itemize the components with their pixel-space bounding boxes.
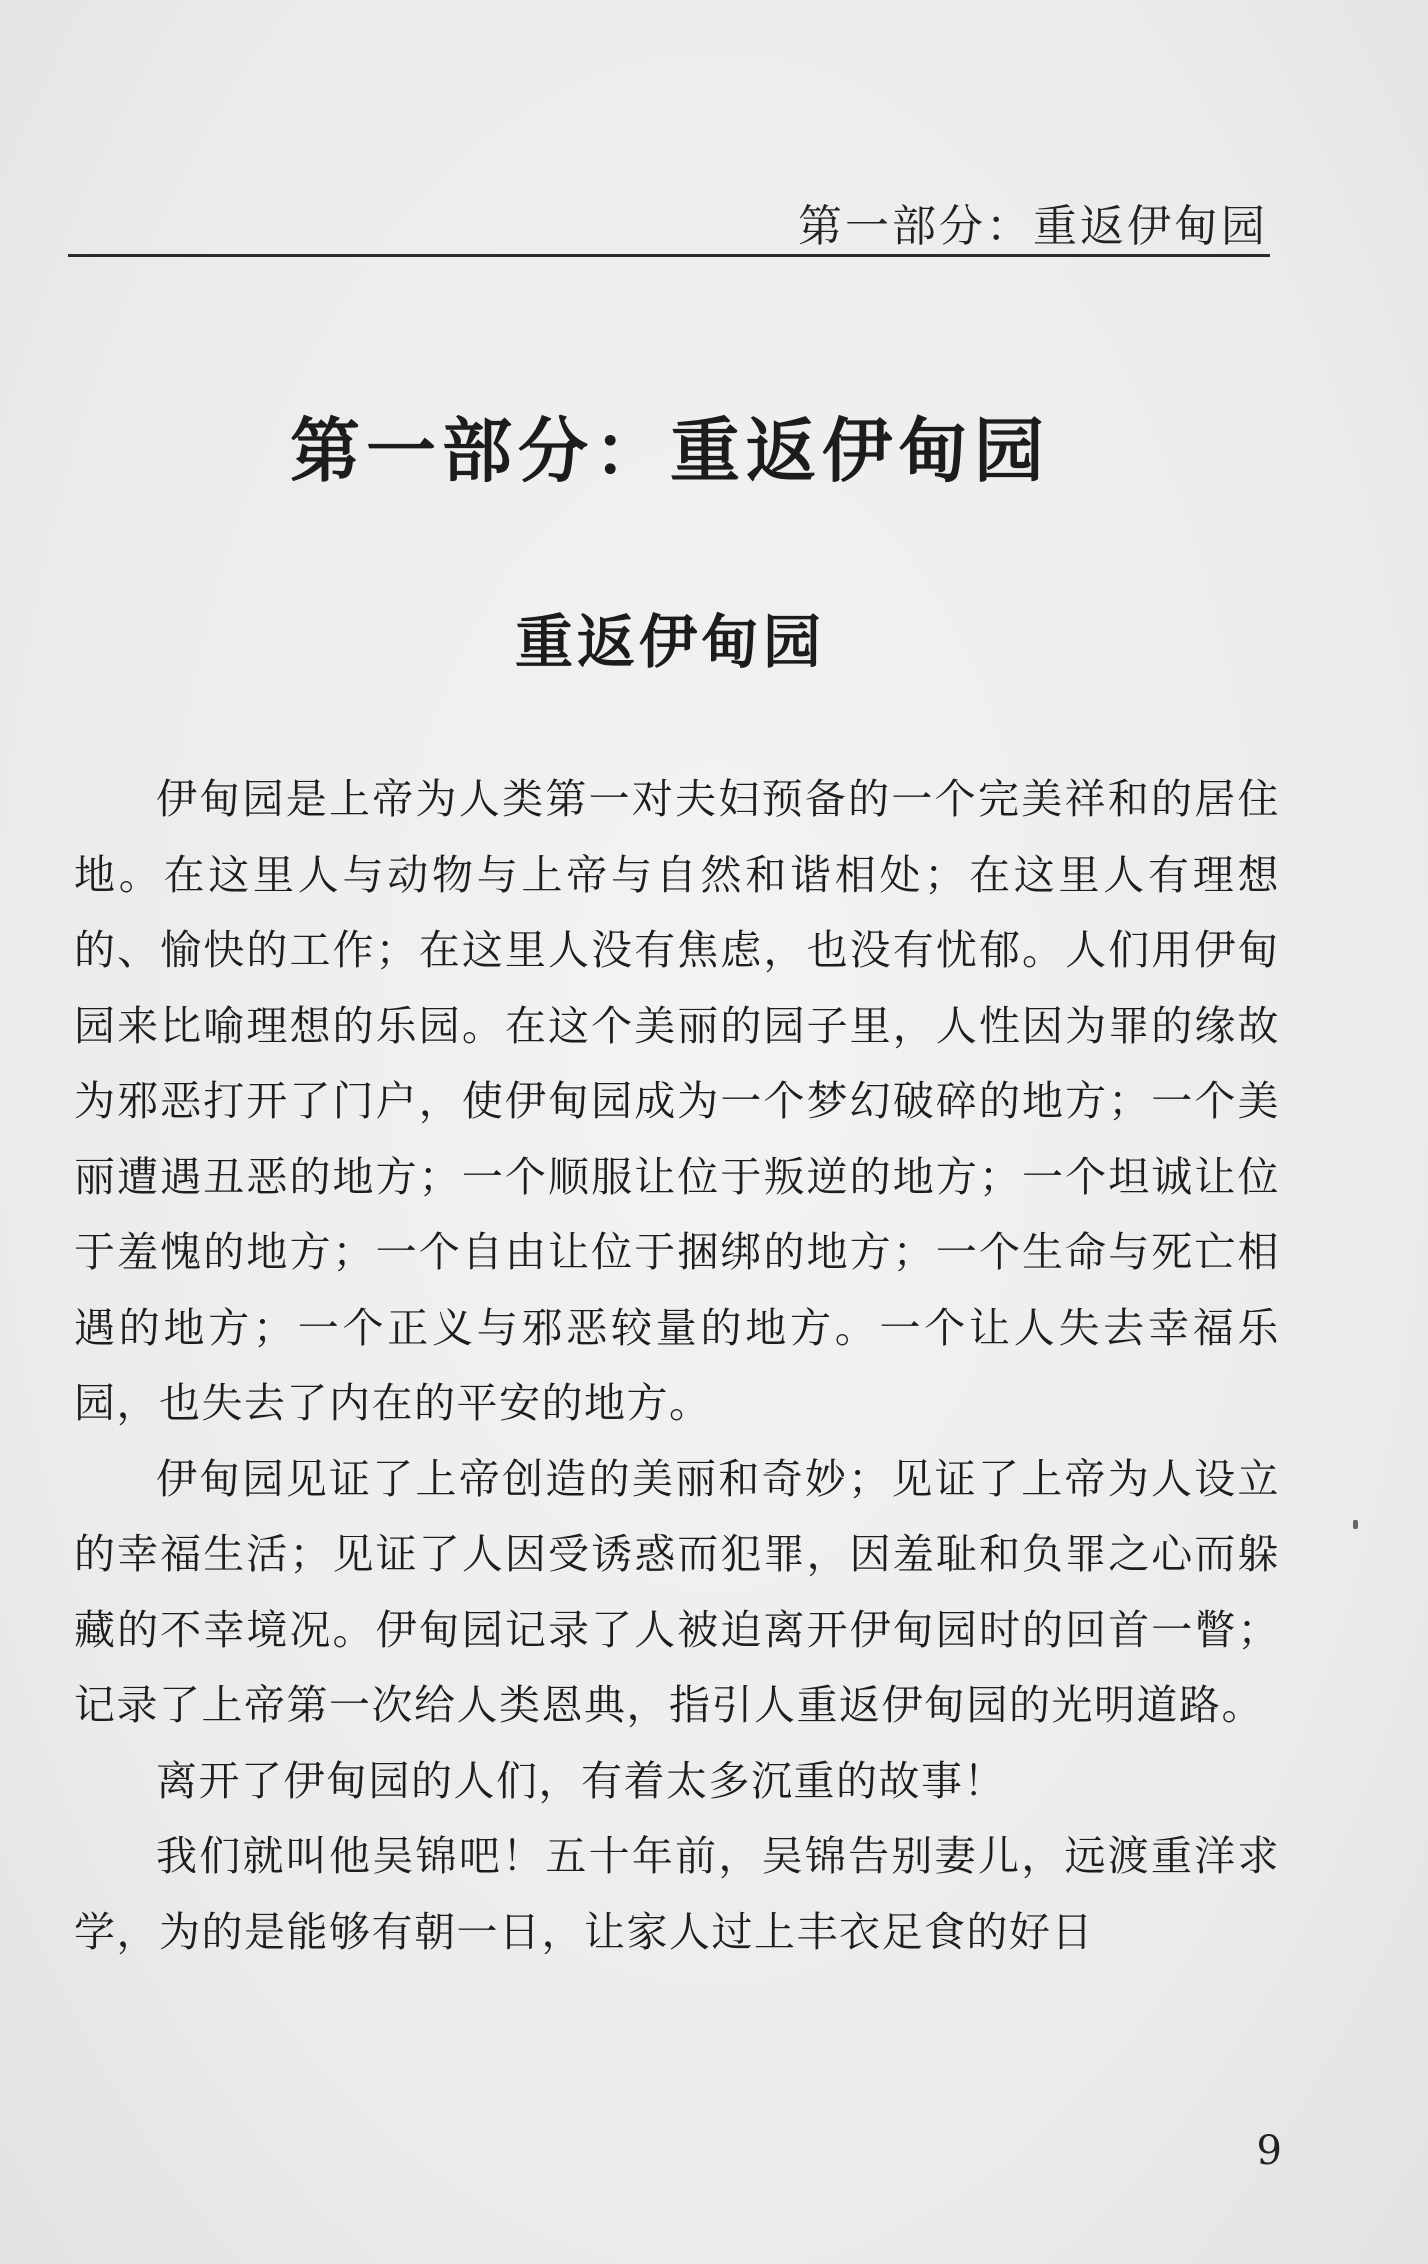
paragraph: 我们就叫他吴锦吧！五十年前，吴锦告别妻儿，远渡重洋求学，为的是能够有朝一日，让家人过上丰衣足食的好日 xyxy=(74,1832,1280,1956)
paragraph: 伊甸园见证了上帝创造的美丽和奇妙；见证了上帝为人设立的幸福生活；见证了人因受诱惑而犯罪，因羞耻和负罪之心而躲藏的不幸境况。伊甸园记录了人被迫离开伊甸园时的回首一瞥；记录了上帝第一次给人类恩典，指引人重返伊甸园的光明道路。 xyxy=(74,1454,1280,1729)
chapter-title: 重返伊甸园 xyxy=(514,608,825,676)
scan-speck xyxy=(1353,1520,1358,1529)
body-text xyxy=(74,762,1280,1970)
paragraph: 伊甸园是上帝为人类第一对夫妇预备的一个完美祥和的居住地。在这里人与动物与上帝与自然和谐相处；在这里人有理想的、愉快的工作；在这里人没有焦虑，也没有忧郁。人们用伊甸园来比喻理想的乐园。在这个美丽的园子里，人性因为罪的缘故为邪恶打开了门户，使伊甸园成为一个梦幻破碎的地方；一个美丽遭遇丑恶的地方；一个顺服让位于叛逆的地方；一个坦诚让位于羞愧的地方；一个自由让位于捆绑的地方；一个生命与死亡相遇的地方；一个正义与邪恶较量的地方。一个让人失去幸福乐园，也失去了内在的平安的地方。 xyxy=(74,775,1280,1427)
running-head: 第一部分：重返伊甸园 xyxy=(798,201,1268,252)
part-title: 第一部分：重返伊甸园 xyxy=(290,409,1050,492)
paragraph: 离开了伊甸园的人们，有着太多沉重的故事！ xyxy=(156,1756,1006,1805)
header-rule xyxy=(68,254,1270,257)
page-number: 9 xyxy=(1256,2128,1282,2174)
